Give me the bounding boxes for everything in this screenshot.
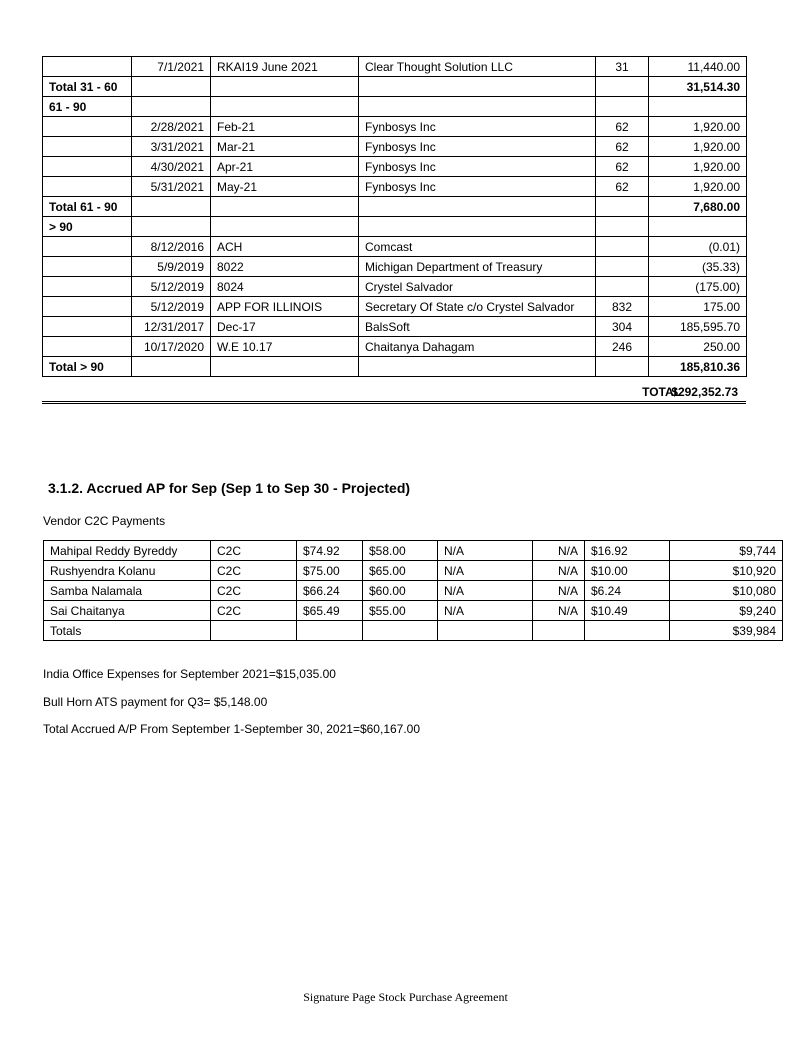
aging-cell xyxy=(359,357,596,377)
aging-cell: Fynbosys Inc xyxy=(359,157,596,177)
vendor-cell: N/A xyxy=(438,561,533,581)
aging-cell: Chaitanya Dahagam xyxy=(359,337,596,357)
grand-total-value: $292,352.73 xyxy=(671,385,738,399)
vendor-cell: $10.00 xyxy=(585,561,670,581)
vendor-cell: $66.24 xyxy=(297,581,363,601)
aging-detail-row xyxy=(43,237,747,257)
aging-cell: 4/30/2021 xyxy=(132,157,211,177)
aging-cell: Dec-17 xyxy=(211,317,359,337)
aging-cell: 5/31/2021 xyxy=(132,177,211,197)
aging-detail-row xyxy=(43,297,747,317)
aging-cell xyxy=(132,217,211,237)
aging-cell xyxy=(211,97,359,117)
aging-cell: 175.00 xyxy=(649,297,747,317)
aging-cell: 31,514.30 xyxy=(649,77,747,97)
aging-cell: 31 xyxy=(596,57,649,77)
vendor-cell: N/A xyxy=(533,541,585,561)
aging-cell: 62 xyxy=(596,137,649,157)
vendor-cell: C2C xyxy=(211,561,297,581)
aging-cell: 5/9/2019 xyxy=(132,257,211,277)
aging-cell: ACH xyxy=(211,237,359,257)
aging-cell: RKAI19 June 2021 xyxy=(211,57,359,77)
aging-detail-row xyxy=(43,57,747,77)
aging-cell: 246 xyxy=(596,337,649,357)
aging-cell: 62 xyxy=(596,177,649,197)
aging-cell xyxy=(211,357,359,377)
aging-cell: 62 xyxy=(596,117,649,137)
vendor-table-body xyxy=(44,541,783,641)
aging-cell xyxy=(43,277,132,297)
aging-cell: 8024 xyxy=(211,277,359,297)
aging-cell xyxy=(596,97,649,117)
aging-cell xyxy=(43,57,132,77)
aging-cell: 11,440.00 xyxy=(649,57,747,77)
aging-cell: Total 31 - 60 xyxy=(43,77,132,97)
aging-cell xyxy=(43,177,132,197)
aging-cell: Fynbosys Inc xyxy=(359,177,596,197)
vendor-cell: Rushyendra Kolanu xyxy=(44,561,211,581)
aging-cell: May-21 xyxy=(211,177,359,197)
vendor-cell xyxy=(363,621,438,641)
aging-cell xyxy=(43,297,132,317)
aging-cell: 304 xyxy=(596,317,649,337)
aging-cell: 3/31/2021 xyxy=(132,137,211,157)
vendor-row xyxy=(44,581,783,601)
vendor-payments-table xyxy=(43,540,783,641)
aging-cell xyxy=(211,197,359,217)
aging-cell: Fynbosys Inc xyxy=(359,117,596,137)
aging-cell: 1,920.00 xyxy=(649,177,747,197)
aging-cell: 5/12/2019 xyxy=(132,297,211,317)
aging-cell: W.E 10.17 xyxy=(211,337,359,357)
aging-bucket-header-row xyxy=(43,97,747,117)
vendor-cell: $65.00 xyxy=(363,561,438,581)
aging-cell: Secretary Of State c/o Crystel Salvador xyxy=(359,297,596,317)
aging-detail-row xyxy=(43,177,747,197)
aging-cell xyxy=(211,217,359,237)
vendor-totals-row xyxy=(44,621,783,641)
grand-total-row xyxy=(42,380,746,404)
vendor-cell xyxy=(297,621,363,641)
page-footer: Signature Page Stock Purchase Agreement xyxy=(303,990,508,1004)
vendor-cell: N/A xyxy=(438,541,533,561)
aging-subtotal-row xyxy=(43,77,747,97)
aging-cell: 1,920.00 xyxy=(649,117,747,137)
section-title: 3.1.2. Accrued AP for Sep (Sep 1 to Sep 30 - Projected) xyxy=(48,480,411,496)
vendor-cell xyxy=(438,621,533,641)
vendor-cell: Sai Chaitanya xyxy=(44,601,211,621)
aging-cell xyxy=(43,117,132,137)
aging-detail-row xyxy=(43,337,747,357)
grand-total-label: TOTAL xyxy=(642,385,681,399)
aging-cell: Clear Thought Solution LLC xyxy=(359,57,596,77)
vendor-cell: $9,240 xyxy=(670,601,783,621)
aging-cell: 250.00 xyxy=(649,337,747,357)
aging-cell: BalsSoft xyxy=(359,317,596,337)
aging-cell xyxy=(43,317,132,337)
bullhorn-ats-payment-note: Bull Horn ATS payment for Q3= $5,148.00 xyxy=(43,695,268,709)
vendor-cell: N/A xyxy=(533,561,585,581)
aging-cell xyxy=(43,137,132,157)
aging-cell xyxy=(359,77,596,97)
vendor-cell: N/A xyxy=(533,601,585,621)
vendor-cell: $10,080 xyxy=(670,581,783,601)
aging-cell xyxy=(359,197,596,217)
aging-cell: Michigan Department of Treasury xyxy=(359,257,596,277)
vendor-cell: N/A xyxy=(438,601,533,621)
vendor-cell xyxy=(211,621,297,641)
aging-cell: 2/28/2021 xyxy=(132,117,211,137)
aging-cell xyxy=(359,217,596,237)
aging-cell: Comcast xyxy=(359,237,596,257)
aging-cell xyxy=(596,217,649,237)
india-office-expenses-note: India Office Expenses for September 2021=$15,035.00 xyxy=(43,667,336,681)
aging-subtotal-row xyxy=(43,357,747,377)
aging-detail-row xyxy=(43,137,747,157)
total-accrued-ap-note: Total Accrued A/P From September 1-September 30, 2021=$60,167.00 xyxy=(43,722,421,736)
aging-detail-row xyxy=(43,117,747,137)
aging-cell: Feb-21 xyxy=(211,117,359,137)
aging-detail-row xyxy=(43,317,747,337)
aging-cell xyxy=(359,97,596,117)
vendor-cell: $65.49 xyxy=(297,601,363,621)
aging-cell xyxy=(596,257,649,277)
vendor-cell xyxy=(585,621,670,641)
vendor-cell: $74.92 xyxy=(297,541,363,561)
aging-subtotal-row xyxy=(43,197,747,217)
aging-cell: Crystel Salvador xyxy=(359,277,596,297)
aging-table-body xyxy=(43,57,747,377)
vendor-cell: $39,984 xyxy=(670,621,783,641)
vendor-row xyxy=(44,561,783,581)
vendor-cell: N/A xyxy=(438,581,533,601)
aging-detail-row xyxy=(43,257,747,277)
aging-detail-row xyxy=(43,277,747,297)
aging-cell xyxy=(43,337,132,357)
aging-cell xyxy=(43,257,132,277)
aging-cell: 61 - 90 xyxy=(43,97,132,117)
aging-detail-row xyxy=(43,157,747,177)
aging-cell xyxy=(43,157,132,177)
aging-cell: 8/12/2016 xyxy=(132,237,211,257)
aging-cell: > 90 xyxy=(43,217,132,237)
aging-cell xyxy=(43,237,132,257)
vendor-payments-label: Vendor C2C Payments xyxy=(43,514,166,528)
vendor-row xyxy=(44,541,783,561)
aging-cell xyxy=(596,237,649,257)
aging-cell: APP FOR ILLINOIS xyxy=(211,297,359,317)
aging-table xyxy=(42,56,747,377)
vendor-cell: $9,744 xyxy=(670,541,783,561)
vendor-cell: Samba Nalamala xyxy=(44,581,211,601)
aging-cell: 10/17/2020 xyxy=(132,337,211,357)
aging-cell: 62 xyxy=(596,157,649,177)
aging-cell: 185,595.70 xyxy=(649,317,747,337)
aging-cell: (175.00) xyxy=(649,277,747,297)
aging-cell: 832 xyxy=(596,297,649,317)
aging-cell xyxy=(596,277,649,297)
aging-cell xyxy=(596,197,649,217)
vendor-cell: N/A xyxy=(533,581,585,601)
aging-cell xyxy=(649,217,747,237)
vendor-cell: $75.00 xyxy=(297,561,363,581)
aging-cell: Fynbosys Inc xyxy=(359,137,596,157)
vendor-cell xyxy=(533,621,585,641)
vendor-cell: Totals xyxy=(44,621,211,641)
aging-cell: 8022 xyxy=(211,257,359,277)
aging-cell: 185,810.36 xyxy=(649,357,747,377)
aging-cell: Total 61 - 90 xyxy=(43,197,132,217)
aging-cell xyxy=(132,197,211,217)
aging-cell: 12/31/2017 xyxy=(132,317,211,337)
vendor-cell: $60.00 xyxy=(363,581,438,601)
vendor-cell: $10.49 xyxy=(585,601,670,621)
vendor-cell: C2C xyxy=(211,541,297,561)
vendor-cell: $58.00 xyxy=(363,541,438,561)
aging-cell xyxy=(596,357,649,377)
vendor-cell: C2C xyxy=(211,581,297,601)
aging-cell xyxy=(211,77,359,97)
aging-cell: (35.33) xyxy=(649,257,747,277)
vendor-cell: $6.24 xyxy=(585,581,670,601)
aging-cell: Apr-21 xyxy=(211,157,359,177)
aging-cell xyxy=(649,97,747,117)
aging-cell: 7,680.00 xyxy=(649,197,747,217)
vendor-cell: $16.92 xyxy=(585,541,670,561)
aging-cell: 1,920.00 xyxy=(649,157,747,177)
aging-cell: 5/12/2019 xyxy=(132,277,211,297)
aging-cell xyxy=(596,77,649,97)
aging-cell: Total > 90 xyxy=(43,357,132,377)
aging-cell xyxy=(132,357,211,377)
vendor-cell: Mahipal Reddy Byreddy xyxy=(44,541,211,561)
aging-cell: 7/1/2021 xyxy=(132,57,211,77)
aging-cell: (0.01) xyxy=(649,237,747,257)
aging-cell: 1,920.00 xyxy=(649,137,747,157)
vendor-cell: $10,920 xyxy=(670,561,783,581)
aging-cell xyxy=(132,77,211,97)
vendor-row xyxy=(44,601,783,621)
vendor-cell: $55.00 xyxy=(363,601,438,621)
aging-bucket-header-row xyxy=(43,217,747,237)
aging-cell xyxy=(132,97,211,117)
aging-cell: Mar-21 xyxy=(211,137,359,157)
vendor-cell: C2C xyxy=(211,601,297,621)
